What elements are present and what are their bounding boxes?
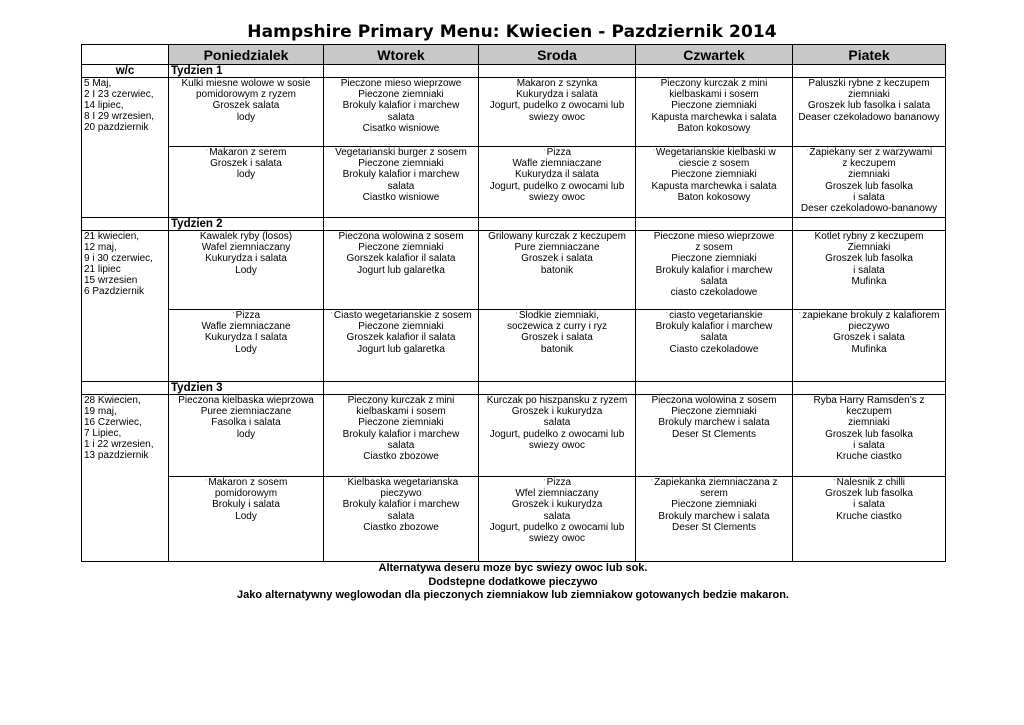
meal-line: Groszek lub fasolka — [825, 488, 913, 500]
vegetarian-icon: ʿ — [204, 478, 208, 487]
week-label: Tydzien 1 — [169, 65, 324, 78]
meal-line: lody — [236, 428, 256, 440]
meal-line — [171, 477, 321, 488]
meal-line: Wafel ziemniaczany — [201, 242, 291, 254]
meal-line: Kruche ciastko — [836, 451, 902, 463]
main-meal-tuesday — [324, 395, 479, 477]
date-line: 20 pazdziernik — [84, 122, 149, 133]
main-meal-wednesday — [479, 78, 636, 147]
week-label-row — [82, 382, 946, 395]
meal-text: Ciasto wegetarianskie z sosem — [333, 310, 472, 321]
week-label: Tydzien 3 — [169, 382, 324, 395]
empty-cell — [636, 382, 793, 395]
date-line: 15 wrzesien — [84, 275, 138, 286]
meal-line — [795, 310, 943, 321]
meal-line: Ciastko zbozowe — [363, 451, 439, 463]
meal-line: Groszek lub fasolka — [825, 253, 913, 265]
meal-line: salata — [700, 332, 728, 344]
meal-line: Pieczone mieso wieprzowe — [653, 231, 775, 242]
column-header-tuesday: Wtorek — [324, 45, 479, 65]
page-title: Hampshire Primary Menu: Kwiecien - Pazdziernik 2014 — [247, 22, 777, 42]
meal-line: Pieczone ziemniaki — [358, 242, 444, 254]
meal-line: Brokuly kalafior i marchew — [342, 428, 460, 440]
meal-line: pieczywo — [380, 488, 422, 500]
vegetarian-meal-wednesday — [479, 477, 636, 562]
meal-line: Groszek lub fasolka — [825, 428, 913, 440]
vegetarian-meal-row — [82, 310, 946, 382]
empty-cell — [479, 382, 636, 395]
vegetarian-meal-thursday — [636, 477, 793, 562]
meal-line: Deser St Clements — [672, 521, 756, 533]
meal-line: Kulki miesne wolowe w sosie — [181, 78, 311, 89]
vegetarian-icon: ʿ — [231, 311, 235, 320]
week-label-row — [82, 218, 946, 231]
vegetarian-meal-tuesday — [324, 477, 479, 562]
date-line: 2 I 23 czerwiec, — [84, 89, 154, 100]
main-meal-row — [82, 231, 946, 310]
meal-line: Jogurt, pudelko z owocami lub — [489, 100, 625, 112]
vegetarian-icon: ʿ — [542, 478, 546, 487]
wc-label: w/c — [82, 65, 169, 78]
date-line: 1 i 22 wrzesien, — [84, 439, 154, 450]
meal-text: Zapiekanka ziemniaczana z — [654, 477, 778, 488]
meal-line: Brokuly i salata — [212, 499, 280, 511]
meal-line: Groszek i kukurydza — [511, 499, 603, 511]
date-line: 28 Kwiecien, — [84, 395, 141, 406]
meal-text: Zapiekany ser z warzywami — [809, 147, 933, 158]
meal-line: Groszek i salata — [210, 158, 282, 170]
vegetarian-meal-monday — [169, 310, 324, 382]
vegetarian-meal-thursday — [636, 147, 793, 218]
meal-line: Kukurydza i salata — [516, 89, 598, 101]
main-meal-thursday — [636, 395, 793, 477]
meal-line: Ryba Harry Ramsden’s z — [813, 395, 925, 406]
meal-line: Groszek kalafior il salata — [346, 332, 456, 344]
meal-line — [481, 310, 633, 321]
meal-line: i salata — [853, 499, 885, 511]
meal-line: kielbaskami i sosem — [669, 89, 759, 101]
meal-line: Brokuly kalafior i marchew — [655, 264, 773, 276]
main-meal-thursday — [636, 231, 793, 310]
meal-line: Pieczona kielbaska wieprzowa — [178, 395, 314, 406]
vegetarian-meal-tuesday — [324, 147, 479, 218]
meal-line: Puree ziemniaczane — [200, 406, 292, 418]
meal-text: Makaron z serem — [209, 147, 287, 158]
main-meal-thursday — [636, 78, 793, 147]
meal-text: ciasto vegetarianskie — [669, 310, 763, 321]
meal-line: Brokuly marchew i salata — [658, 417, 770, 429]
vegetarian-meal-wednesday — [479, 147, 636, 218]
meal-line: salata — [387, 510, 415, 522]
meal-line: Jogurt, pudelko z owocami lub — [489, 180, 625, 192]
meal-line — [481, 477, 633, 488]
meal-line: Pieczona wolowina z sosem — [651, 395, 777, 406]
empty-cell — [793, 382, 946, 395]
date-line: 7 Lipiec, — [84, 428, 122, 439]
meal-line: Kurczak po hiszpansku z ryzem — [486, 395, 628, 406]
meal-line: Grilowany kurczak z keczupem — [488, 231, 626, 242]
main-meal-row — [82, 78, 946, 147]
meal-line: Kapusta marchewka i salata — [651, 111, 777, 123]
vegetarian-meal-row — [82, 147, 946, 218]
meal-text: zapiekane brokuly z kalafiorem — [802, 310, 940, 321]
meal-text: Pizza — [546, 477, 572, 488]
meal-line: Groszek i salata — [521, 253, 593, 265]
meal-line: Pieczone ziemniaki — [671, 406, 757, 418]
empty-cell — [324, 382, 479, 395]
meal-line: Pieczone ziemniaki — [358, 417, 444, 429]
meal-line: salata — [387, 180, 415, 192]
meal-line: Pieczone ziemniaki — [671, 169, 757, 181]
meal-line: Kukurydza i salata — [205, 253, 287, 265]
main-meal-friday — [793, 78, 946, 147]
meal-line: soczewica z curry i ryz — [506, 321, 607, 333]
meal-line: ziemniaki — [848, 169, 890, 181]
week-dates — [82, 78, 169, 218]
date-line: 21 lipiec — [84, 264, 121, 275]
footer-notes — [81, 562, 945, 603]
meal-line: Makaron z szynka — [516, 78, 598, 89]
meal-line: batonik — [540, 343, 574, 355]
meal-line: Ziemniaki — [847, 242, 891, 254]
meal-line: Ciastko zbozowe — [363, 521, 439, 533]
main-meal-row — [82, 395, 946, 477]
meal-line: Baton kokosowy — [677, 191, 751, 203]
date-line: 6 Pazdziernik — [84, 286, 145, 297]
meal-line: Jogurt lub galaretka — [357, 264, 445, 276]
date-line: 5 Maj, — [84, 78, 112, 89]
main-meal-tuesday — [324, 231, 479, 310]
meal-line: Brokuly kalafior i marchew — [342, 499, 460, 511]
meal-line — [795, 477, 943, 488]
vegetarian-meal-row — [82, 477, 946, 562]
date-line: 12 maj, — [84, 242, 117, 253]
date-line: 14 lipiec, — [84, 100, 124, 111]
meal-line: Kukurydza il salata — [515, 169, 599, 181]
meal-line: Kotlet rybny z keczupem — [814, 231, 924, 242]
meal-line: Pieczone mieso wieprzowe — [340, 78, 462, 89]
footer-note: Jako alternatywny weglowodan dla pieczonych ziemniakow lub ziemniakow gotowanych bedzie makaron. — [237, 589, 789, 601]
meal-line: Ciasto czekoladowe — [669, 343, 759, 355]
meal-line: Pieczone ziemniaki — [671, 100, 757, 112]
meal-line — [326, 477, 476, 488]
meal-line: i salata — [853, 264, 885, 276]
meal-line — [171, 310, 321, 321]
column-header-wednesday: Sroda — [479, 45, 636, 65]
main-meal-friday — [793, 231, 946, 310]
date-line: 13 pazdziernik — [84, 450, 149, 461]
meal-line: Groszek lub fasolka i salata — [807, 100, 931, 112]
meal-line: Deser czekoladowo-bananowy — [800, 203, 938, 215]
meal-line: z keczupem — [842, 158, 896, 170]
empty-cell — [479, 218, 636, 231]
vegetarian-icon: ʿ — [805, 148, 809, 157]
vegetarian-icon: ʿ — [665, 311, 669, 320]
meal-line: Brokuly kalafior i marchew — [342, 169, 460, 181]
main-meal-monday — [169, 78, 324, 147]
meal-line — [326, 310, 476, 321]
meal-line: Groszek salata — [212, 100, 280, 112]
empty-cell — [793, 218, 946, 231]
week-dates — [82, 231, 169, 382]
vegetarian-icon: ʿ — [650, 478, 654, 487]
meal-line: Jogurt, pudelko z owocami lub — [489, 428, 625, 440]
meal-text: Kielbaska wegetarianska — [347, 477, 459, 488]
meal-line: Wfel ziemniaczany — [515, 488, 599, 500]
meal-line — [171, 147, 321, 158]
meal-line: Groszek i kukurydza — [511, 406, 603, 418]
meal-line: Lody — [235, 343, 257, 355]
vegetarian-meal-thursday — [636, 310, 793, 382]
empty-cell — [636, 218, 793, 231]
meal-line: Wafle ziemniaczane — [201, 321, 291, 333]
meal-line: salata — [700, 275, 728, 287]
meal-text: Pizza — [235, 310, 261, 321]
meal-line: z sosem — [695, 242, 733, 254]
meal-line: serem — [700, 488, 728, 500]
meal-line: Pieczone ziemniaki — [671, 499, 757, 511]
week-label-row — [82, 65, 946, 78]
meal-line: Mufinka — [851, 343, 887, 355]
meal-line: salata — [387, 111, 415, 123]
vegetarian-meal-monday — [169, 147, 324, 218]
vegetarian-icon: ʿ — [832, 478, 836, 487]
main-meal-monday — [169, 395, 324, 477]
meal-line: swiezy owoc — [528, 191, 586, 203]
meal-line: Brokuly kalafior i marchew — [655, 321, 773, 333]
meal-line: Mufinka — [851, 275, 887, 287]
column-header-friday: Piatek — [793, 45, 946, 65]
meal-line — [638, 477, 790, 488]
meal-line: salata — [387, 439, 415, 451]
meal-line: Wafle ziemniaczane — [512, 158, 602, 170]
meal-line: Pieczona wolowina z sosem — [338, 231, 464, 242]
wc-label — [82, 218, 169, 231]
meal-line: keczupem — [846, 406, 892, 418]
meal-line: Lody — [235, 264, 257, 276]
meal-line: Pieczony kurczak z mini — [347, 395, 455, 406]
meal-line: Fasolka i salata — [211, 417, 281, 429]
main-meal-monday — [169, 231, 324, 310]
vegetarian-meal-monday — [169, 477, 324, 562]
vegetarian-icon: ʿ — [343, 478, 347, 487]
vegetarian-icon: ʿ — [542, 148, 546, 157]
meal-line: ciasto czekoladowe — [670, 287, 758, 299]
empty-cell — [479, 65, 636, 78]
meal-line: swiezy owoc — [528, 439, 586, 451]
footer-note: Dodstepne dodatkowe pieczywo — [428, 575, 598, 588]
meal-line: lody — [236, 111, 256, 123]
vegetarian-icon: ʿ — [515, 311, 518, 320]
meal-line: Pieczone ziemniaki — [358, 89, 444, 101]
meal-line: Groszek i salata — [833, 332, 905, 344]
meal-line — [481, 147, 633, 158]
column-header-monday: Poniedzialek — [169, 45, 324, 65]
meal-line — [638, 147, 790, 158]
meal-line: Groszek i salata — [521, 332, 593, 344]
vegetarian-meal-friday — [793, 310, 946, 382]
date-line: 21 kwiecien, — [84, 231, 140, 242]
meal-text: Pizza — [546, 147, 572, 158]
meal-line: lody — [236, 169, 256, 181]
vegetarian-icon: ʿ — [652, 148, 655, 157]
vegetarian-meal-wednesday — [479, 310, 636, 382]
meal-line: ziemniaki — [848, 417, 890, 429]
vegetarian-icon: ʿ — [798, 311, 802, 320]
meal-line — [638, 310, 790, 321]
meal-line: Kawalek ryby (losos) — [199, 231, 293, 242]
meal-line: salata — [543, 417, 571, 429]
meal-line: Kapusta marchewka i salata — [651, 180, 777, 192]
meal-text: Slodkie ziemniaki, — [518, 310, 599, 321]
meal-line: pieczywo — [848, 321, 890, 333]
empty-cell — [793, 65, 946, 78]
meal-line: pomidorowym z ryzem — [195, 89, 297, 101]
meal-line: Kruche ciastko — [836, 510, 902, 522]
meal-line: Brokuly marchew i salata — [658, 510, 770, 522]
meal-line: kielbaskami i sosem — [356, 406, 446, 418]
meal-text: Makaron z sosem — [208, 477, 288, 488]
main-meal-wednesday — [479, 395, 636, 477]
date-line: 16 Czerwiec, — [84, 417, 142, 428]
vegetarian-icon: ʿ — [205, 148, 209, 157]
empty-cell — [636, 65, 793, 78]
vegetarian-meal-friday — [793, 477, 946, 562]
main-meal-friday — [793, 395, 946, 477]
vegetarian-icon: ʿ — [330, 311, 333, 320]
meal-line: i salata — [853, 439, 885, 451]
meal-line: Kukurydza I salata — [204, 332, 288, 344]
vegetarian-meal-friday — [793, 147, 946, 218]
meal-line: Lody — [235, 510, 257, 522]
meal-line: Pieczone ziemniaki — [671, 253, 757, 265]
empty-cell — [324, 65, 479, 78]
column-header-thursday: Czwartek — [636, 45, 793, 65]
meal-line: ciescie z sosem — [678, 158, 750, 170]
meal-line: i salata — [853, 191, 885, 203]
footer-note: Alternatywa deseru moze byc swiezy owoc lub sok. — [378, 562, 648, 574]
meal-line: pomidorowym — [214, 488, 278, 500]
empty-cell — [324, 218, 479, 231]
meal-line: Groszek lub fasolka — [825, 180, 913, 192]
week-dates — [82, 395, 169, 562]
wc-label — [82, 382, 169, 395]
meal-line: Jogurt, pudelko z owocami lub — [489, 521, 625, 533]
header-row — [82, 45, 946, 65]
meal-line: Pure ziemniaczane — [514, 242, 600, 254]
meal-line: Ciastko wisniowe — [362, 191, 440, 203]
meal-line: Brokuly kalafior i marchew — [342, 100, 460, 112]
meal-line: Baton kokosowy — [677, 122, 751, 134]
meal-line: Cisatko wisniowe — [362, 122, 440, 134]
meal-line: Gorszek kalafior il salata — [346, 253, 456, 265]
meal-line: Pieczony kurczak z mini — [660, 78, 768, 89]
meal-line: Pieczone ziemniaki — [358, 321, 444, 333]
meal-line: swiezy owoc — [528, 533, 586, 545]
meal-line: Jogurt lub galaretka — [357, 343, 445, 355]
menu-table — [81, 44, 946, 562]
meal-line: salata — [543, 510, 571, 522]
main-meal-tuesday — [324, 78, 479, 147]
week-label: Tydzien 2 — [169, 218, 324, 231]
meal-line: Deser St Clements — [672, 428, 756, 440]
header-corner — [82, 45, 169, 65]
meal-text: Wegetarianskie kielbaski w — [655, 147, 776, 158]
meal-text: Nalesnik z chilli — [836, 477, 906, 488]
date-line: 8 I 29 wrzesien, — [84, 111, 155, 122]
date-line: 19 maj, — [84, 406, 117, 417]
date-line: 9 i 30 czerwiec, — [84, 253, 153, 264]
vegetarian-meal-tuesday — [324, 310, 479, 382]
meal-line: Deaser czekoladowo bananowy — [798, 111, 940, 123]
meal-line: batonik — [540, 264, 574, 276]
meal-line: ziemniaki — [848, 89, 890, 101]
meal-line — [795, 147, 943, 158]
main-meal-wednesday — [479, 231, 636, 310]
meal-line: Vegetarianski burger z sosem — [335, 147, 467, 158]
meal-line: Paluszki rybne z keczupem — [808, 78, 930, 89]
meal-line: Pieczone ziemniaki — [358, 158, 444, 170]
meal-line: swiezy owoc — [528, 111, 586, 123]
